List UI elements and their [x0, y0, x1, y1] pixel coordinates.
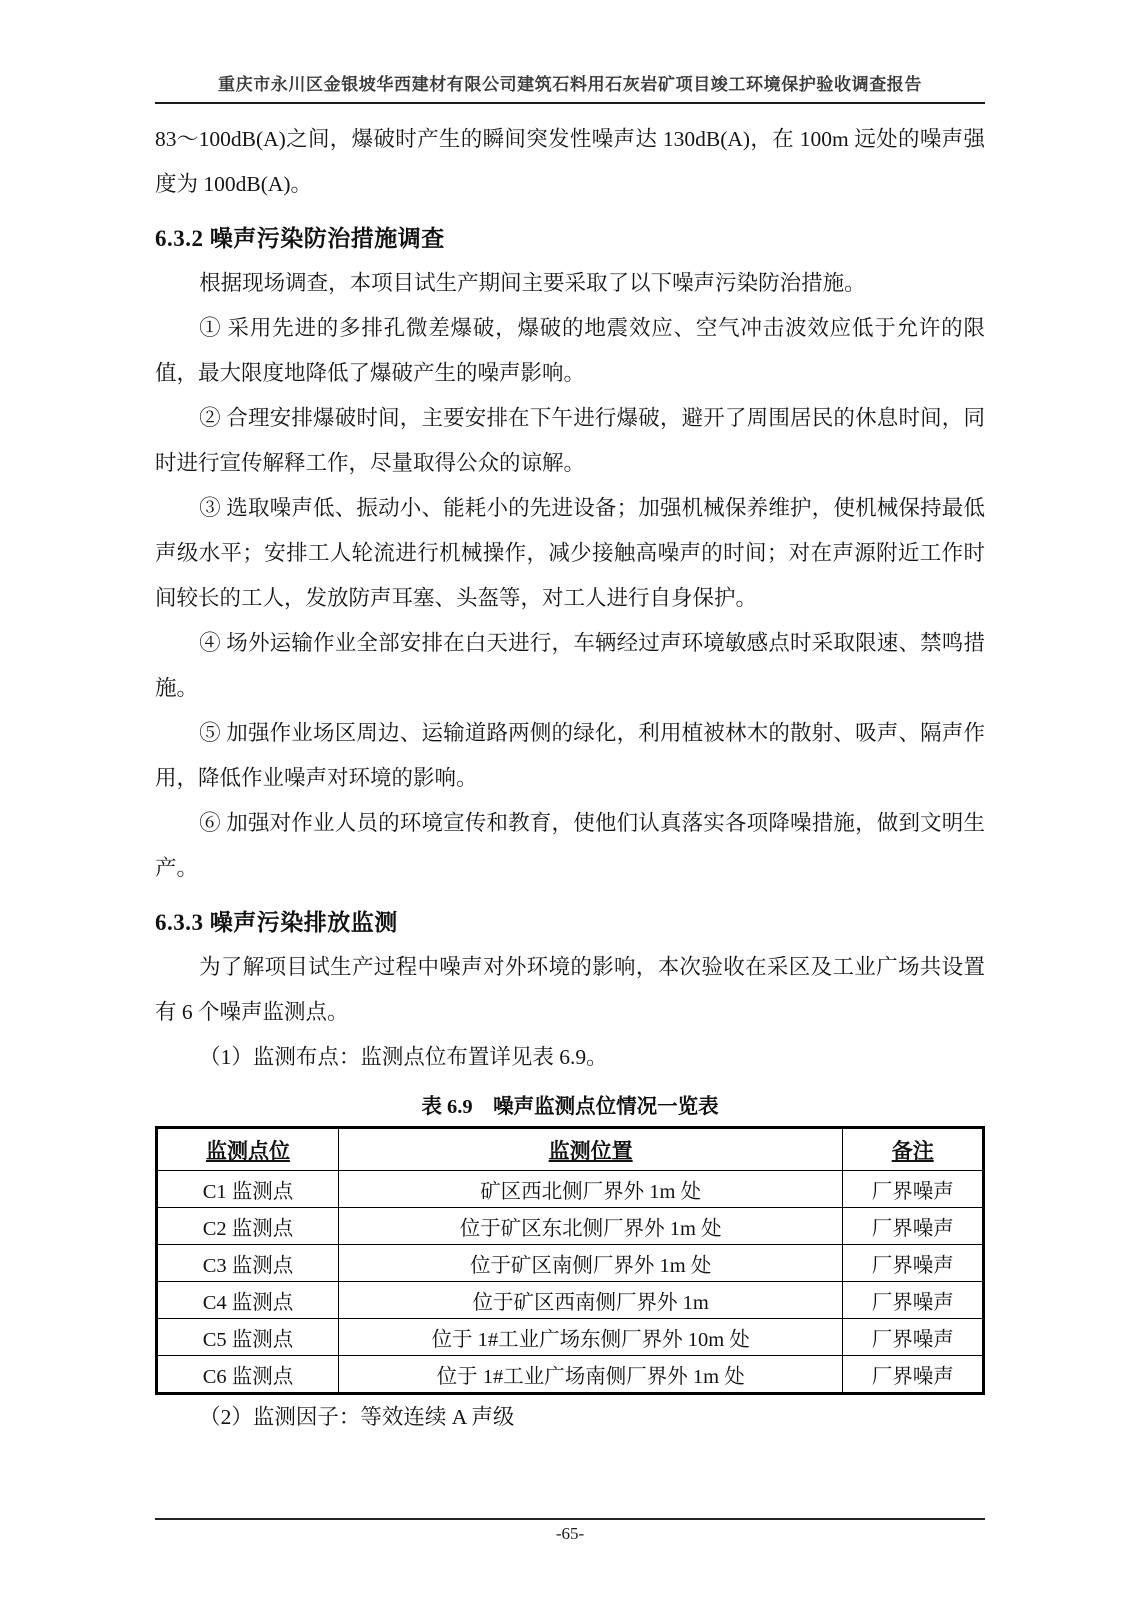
column-header-point: 监测点位 — [157, 1128, 339, 1171]
cell-location: 位于矿区西南侧厂界外 1m — [338, 1282, 842, 1319]
cell-location: 位于矿区南侧厂界外 1m 处 — [338, 1245, 842, 1282]
monitoring-factor-item: （2）监测因子：等效连续 A 声级 — [199, 1405, 515, 1429]
table-title: 表 6.9 噪声监测点位情况一览表 — [421, 1096, 719, 1118]
table-row — [157, 1356, 984, 1394]
table-row — [157, 1319, 984, 1356]
cell-point: C3 监测点 — [157, 1245, 339, 1282]
cell-note: 厂界噪声 — [843, 1319, 984, 1356]
table-row — [157, 1282, 984, 1319]
column-header-note: 备注 — [843, 1128, 984, 1171]
cell-point: C5 监测点 — [157, 1319, 339, 1356]
cell-location: 位于 1#工业广场南侧厂界外 1m 处 — [338, 1356, 842, 1394]
measure-item-4: ④ 场外运输作业全部安排在白天进行，车辆经过声环境敏感点时采取限速、禁鸣措施。 — [155, 631, 985, 700]
page-footer — [155, 1518, 985, 1600]
monitoring-layout-item: （1）监测布点：监测点位布置详见表 6.9。 — [199, 1045, 608, 1069]
intro-paragraph: 83～100dB(A)之间，爆破时产生的瞬间突发性噪声达 130dB(A)，在 100m 远处的噪声强度为 100dB(A)。 — [155, 127, 985, 196]
measure-item-1: ① 采用先进的多排孔微差爆破，爆破的地震效应、空气冲击波效应低于允许的限值，最大限度地降低了爆破产生的噪声影响。 — [155, 316, 985, 385]
cell-location: 位于矿区东北侧厂界外 1m 处 — [338, 1208, 842, 1245]
cell-note: 厂界噪声 — [843, 1282, 984, 1319]
table-header-row — [157, 1128, 984, 1171]
section-heading-632: 6.3.2 噪声污染防治措施调查 — [155, 226, 445, 251]
measure-item-5: ⑤ 加强作业场区周边、运输道路两侧的绿化，利用植被林木的散射、吸声、隔声作用，降低作业噪声对环境的影响。 — [155, 721, 985, 790]
cell-location: 矿区西北侧厂界外 1m 处 — [338, 1171, 842, 1208]
measure-item-6: ⑥ 加强对作业人员的环境宣传和教育，使他们认真落实各项降噪措施，做到文明生产。 — [155, 811, 985, 880]
table-row — [157, 1245, 984, 1282]
cell-point: C4 监测点 — [157, 1282, 339, 1319]
cell-point: C2 监测点 — [157, 1208, 339, 1245]
measure-item-3: ③ 选取噪声低、振动小、能耗小的先进设备；加强机械保养维护，使机械保持最低声级水平；安排工人轮流进行机械操作，减少接触高噪声的时间；对在声源附近工作时间较长的工人，发放防声耳塞、头盔等，对工人进行自身保护。 — [155, 496, 985, 610]
page-number: -65- — [555, 1524, 585, 1543]
section-633-lead: 为了解项目试生产过程中噪声对外环境的影响，本次验收在采区及工业广场共设置有 6 个噪声监测点。 — [155, 955, 985, 1024]
table-row — [157, 1171, 984, 1208]
section-632-lead: 根据现场调查，本项目试生产期间主要采取了以下噪声污染防治措施。 — [199, 271, 866, 295]
cell-note: 厂界噪声 — [843, 1208, 984, 1245]
measure-item-2: ② 合理安排爆破时间，主要安排在下午进行爆破，避开了周围居民的休息时间，同时进行宣传解释工作，尽量取得公众的谅解。 — [155, 406, 985, 475]
column-header-location: 监测位置 — [338, 1128, 842, 1171]
page-header-title: 重庆市永川区金银坡华西建材有限公司建筑石料用石灰岩矿项目竣工环境保护验收调查报告 — [155, 70, 985, 104]
document-body — [155, 104, 985, 1440]
monitoring-points-table — [155, 1126, 985, 1395]
cell-note: 厂界噪声 — [843, 1171, 984, 1208]
footer-rule — [155, 1518, 985, 1520]
cell-location: 位于 1#工业广场东侧厂界外 10m 处 — [338, 1319, 842, 1356]
table-row — [157, 1208, 984, 1245]
cell-note: 厂界噪声 — [843, 1245, 984, 1282]
cell-point: C6 监测点 — [157, 1356, 339, 1394]
cell-note: 厂界噪声 — [843, 1356, 984, 1394]
section-heading-633: 6.3.3 噪声污染排放监测 — [155, 910, 398, 935]
cell-point: C1 监测点 — [157, 1171, 339, 1208]
